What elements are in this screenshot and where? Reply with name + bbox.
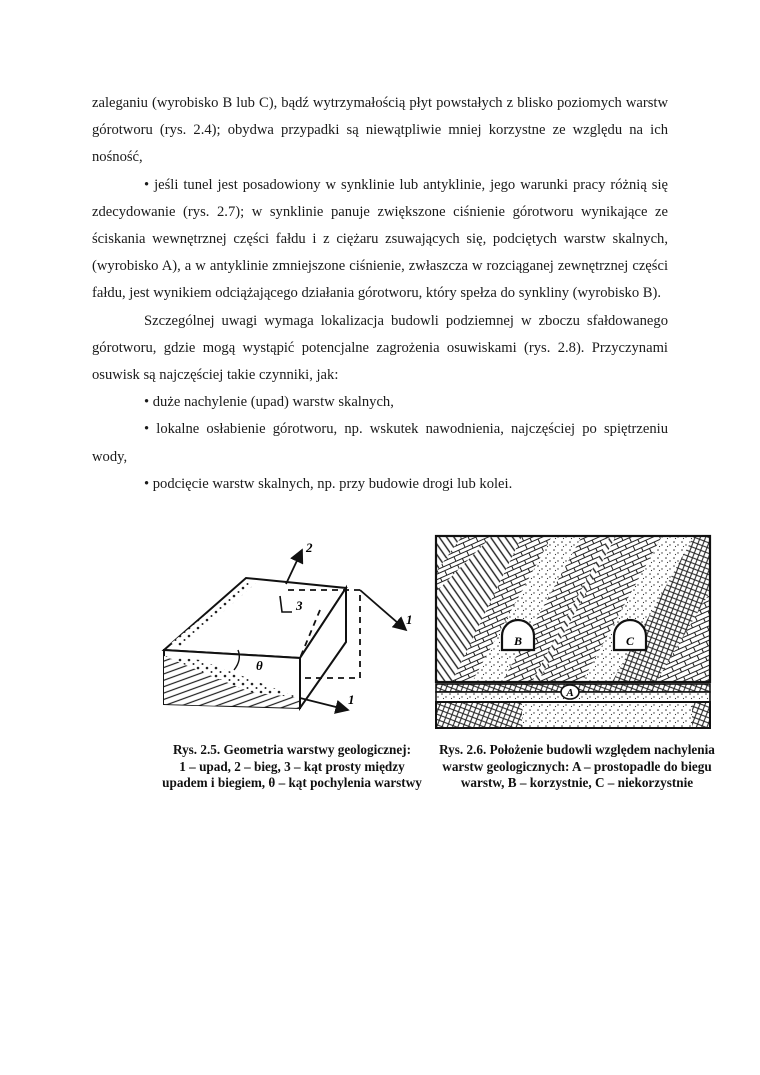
label-dip-top: 1: [406, 612, 413, 627]
caption-line: Rys. 2.6. Położenie budowli względem nachylenia: [439, 742, 715, 757]
label-tunnel-b: B: [513, 634, 523, 648]
paragraph-slope: Szczególnej uwagi wymaga lokalizacja budowli podziemnej w zboczu sfałdowanego górotworu, gdzie mogą wystąpić potencjalne zagrożenia osuwiskami (rys. 2.8). Przyczynami osuwisk są najczęściej takie czynniki, jak:: [92, 312, 668, 384]
label-right-angle: 3: [296, 598, 303, 613]
label-theta: θ: [256, 658, 263, 673]
caption-line: upadem i biegiem, θ – kąt pochylenia warstwy: [162, 775, 422, 790]
tunnel-position-diagram: [432, 532, 714, 738]
body-text: [92, 90, 668, 498]
label-strike: 2: [306, 540, 313, 555]
figure-layer-geometry: [160, 538, 416, 738]
bullet-dip: • duże nachylenie (upad) warstw skalnych,: [144, 394, 394, 411]
bullet-undercut: • podcięcie warstw skalnych, np. przy budowie drogi lub kolei.: [144, 475, 513, 492]
figure-tunnel-position: [432, 532, 714, 738]
caption-line: warstw, B – korzystnie, C – niekorzystnie: [460, 775, 694, 790]
layer-geometry-diagram: [160, 538, 416, 738]
caption-figure-2-6: [432, 742, 722, 792]
caption-line: warstw geologicznych: A – prostopadle do biegu: [442, 758, 712, 774]
label-dip-bottom: 1: [348, 692, 355, 707]
caption-line: 1 – upad, 2 – bieg, 3 – kąt prosty między: [179, 758, 405, 774]
paragraph-continuation: zaleganiu (wyrobisko B lub C), bądź wytrzymałością płyt powstałych z blisko poziomych warstw górotworu (rys. 2.4); obydwa przypadki są niewątpliwie mniej korzystne ze względu na ich nośność,: [92, 95, 668, 166]
bullet-syncline: • jeśli tunel jest posadowiony w synklinie lub antyklinie, jego warunki pracy różnią się zdecydowanie (rys. 2.7); w synklinie panuje zwiększone ciśnienie górotworu wynikające ze ściskania wewnętrznej części fałdu i z ciężaru zsuwających się, podciętych warstw skalnych, (wyrobisko A), a w antyklinie zmniejszone ciśnienie, zwłaszcza w rozciąganej zewnętrznej części fałdu, jest wynikiem odciążającego działania górotworu, który spełza do synkliny (wyrobisko B).: [92, 176, 668, 302]
label-tunnel-a: A: [566, 687, 574, 699]
caption-figure-2-5: [160, 742, 424, 792]
caption-line: Rys. 2.5. Geometria warstwy geologicznej:: [173, 742, 411, 757]
bullet-weakening: • lokalne osłabienie górotworu, np. wskutek nawodnienia, najczęściej po spiętrzeniu wody,: [92, 421, 668, 465]
label-tunnel-c: C: [625, 634, 635, 648]
